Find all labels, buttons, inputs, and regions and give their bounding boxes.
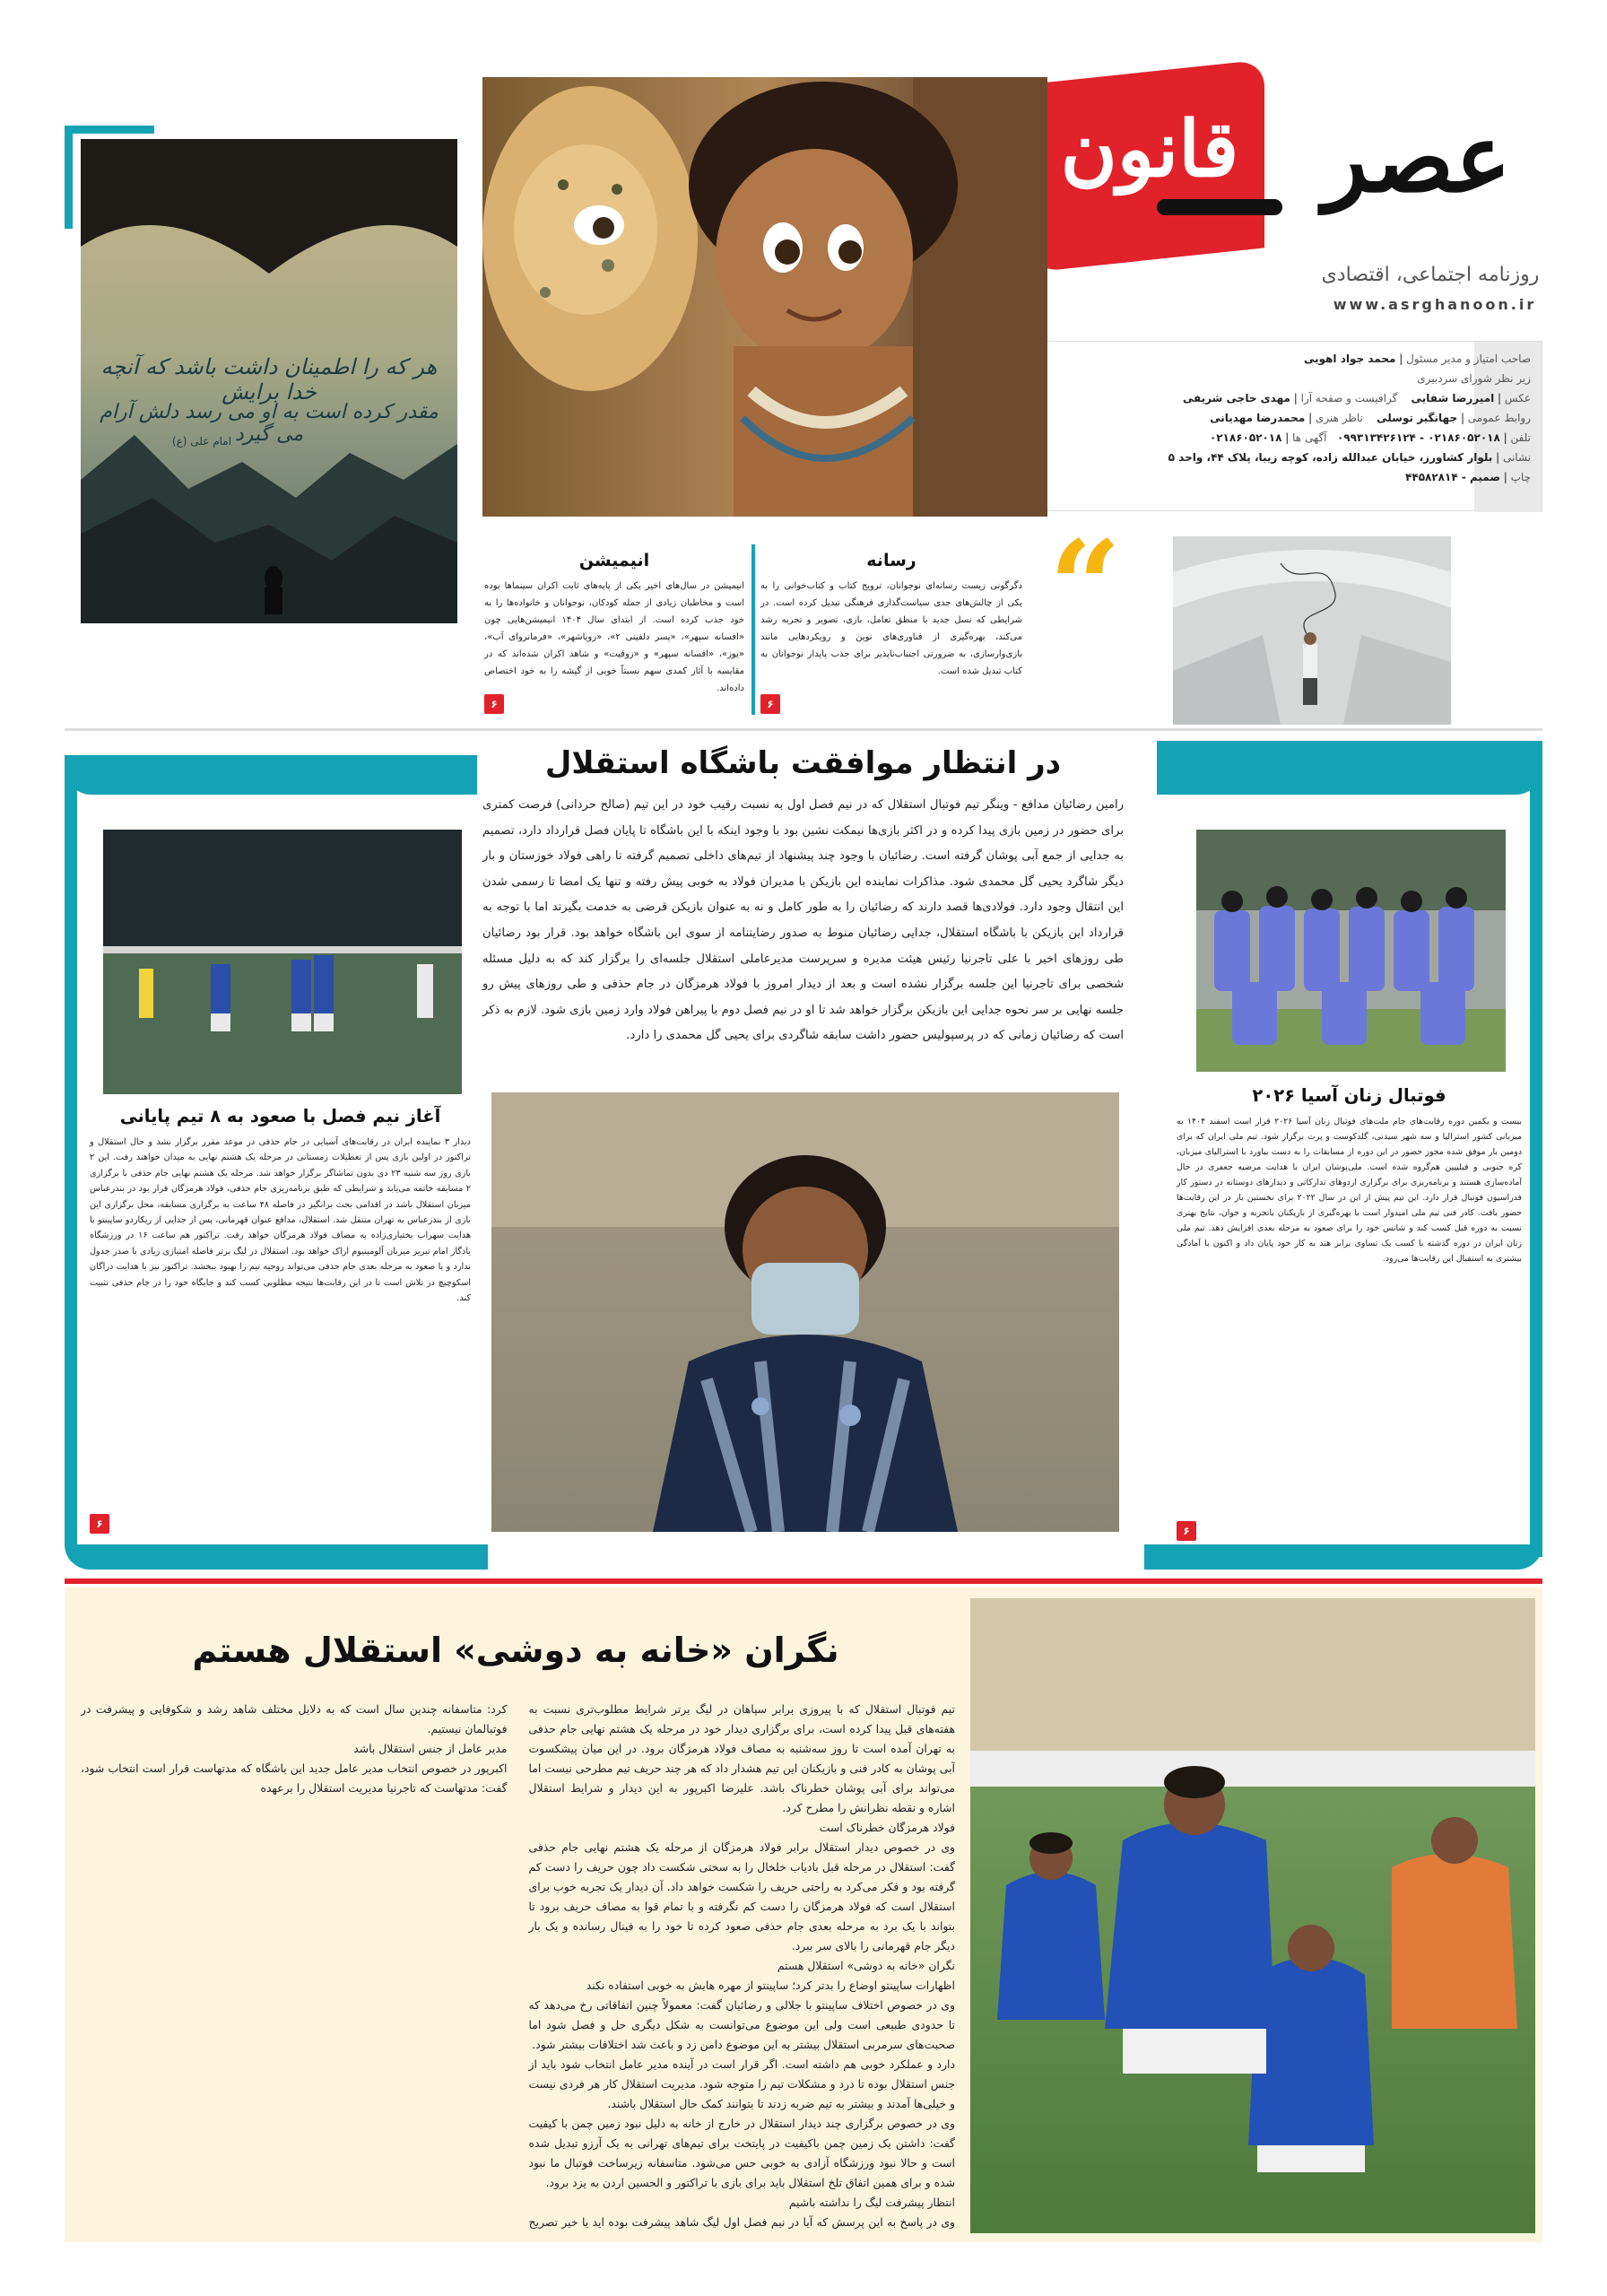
right-frame-side — [1530, 741, 1542, 1557]
teaser-title[interactable]: رسانه — [866, 551, 916, 570]
quote-icon: “ — [1048, 514, 1122, 661]
main-story-body: رامین رضائیان مدافع - وینگر تیم فوتبال استقلال که در نیم فصل اول به نسبت رقیب خود در این تیم (صالح حردانی) فرصت کمتری برای حضور در زمین بازی پیدا کرده و در اکثر بازی‌ها نیمکت نشین بود با وجود اینکه با این باشگاه تا پایان فصل قرارداد دارد، تصمیم به جدایی از جمع آبی پوشان گرفته است. رضائیان با وجود چند پیشنهاد از تیم‌های داخلی تصمیم گرفته تا راهی فولاد خوزستان و بار دیگر شاگرد یحیی گل محمدی شود. مذاکرات نماینده این بازیکن با مدیران فولاد به خوبی پیش رفته و تنها یک امضا تا رسمی شدن این انتقال وجود دارد. فولادی‌ها قصد دارند که رضائیان را به طور کامل و نه به عنوان بازیکن قرضی به خدمت بگیرند اما با توجه به قرارداد این بازیکن با باشگاه استقلال، جدایی رضائیان منوط به صدور رضایتنامه از سوی این باشگاه خواهد بود. قرار بود رضائیان طی روزهای اخیر با علی تاجرنیا رئیس هیئت مدیره و سرپرست مدیرعاملی استقلال جلسه‌ای را برگزار کند که به دلیل مسئله شخصی برای تاجرنیا این جلسه برگزار نشده است و بعد از دیدار امروز با فولاد هرمزگان در جام حذفی و طی روزهای پیش رو جلسه نهایی بر سر نحوه جدایی این بازیکن برگزار خواهد شد تا او در نیم فصل دوم با پیراهن فولاد وارد زمین بازی شود. لازم به ذکر است که رضائیان زمانی که در پرسپولیس حضور داشت سابقه شاگردی برای یحیی گل محمدی را دارد. — [482, 798, 1124, 1043]
main-story-title[interactable]: در انتظار موافقت باشگاه استقلال — [544, 745, 1062, 781]
women-team-photo — [1196, 830, 1506, 1072]
credit-row-7: چاپ | صمیم - ۴۴۵۸۲۸۱۴ — [1405, 471, 1531, 483]
poem-line-1: هر که را اطمینان داشت باشد که آنچه خدا برایش — [100, 354, 438, 404]
right-frame-top — [1157, 741, 1542, 795]
tagline: روزنامه اجتماعی، اقتصادی — [1321, 264, 1540, 286]
poem-frame-bar — [65, 126, 154, 134]
left-story-page-number[interactable]: ۶ — [90, 1514, 109, 1534]
left-frame-bottom — [65, 1544, 488, 1570]
teaser-page-number[interactable]: ۶ — [484, 694, 504, 714]
left-story-title[interactable]: آغاز نیم فصل با صعود به ۸ تیم پایانی — [119, 1106, 441, 1126]
teaser-text: انیمیشن در سال‌های اخیر یکی از پایه‌های ثابت اکران سینماها بوده است و مخاطبان زیادی از جمله کودکان، نوجوانان و خانواده‌ها را به خود جذب کرده است. از ابتدای سال ۱۴۰۴ انیمیشن‌هایی چون «افسانه سپهر»، «پسر دلفینی ۲»، «رویاشهر»، «فرمانروای آب»، «یوز»، «افسانه سپهر» و «زوفیت» و شاهد اکران شده‌اند که در مقایسه با آثار کمدی سهم نسبتاً خوبی از گیشه را به خود اختصاص داده‌اند. — [484, 581, 744, 693]
credit-row-5: تلفن | ۰۲۱۸۶۰۵۲۰۱۸ - ۰۹۹۳۱۳۴۲۶۱۲۴ آگهی ها | ۰۲۱۸۶۰۵۲۰۱۸ — [1209, 431, 1531, 444]
masthead — [1031, 65, 1568, 325]
main-top-rule — [65, 728, 1542, 731]
poem-line-2: مقدر کرده است به او می رسد دلش آرام می گیرد — [100, 401, 439, 446]
right-story-page-number[interactable]: ۶ — [1177, 1521, 1196, 1541]
animation-photo — [482, 77, 1047, 517]
teaser-title[interactable]: انیمیشن — [578, 551, 650, 570]
credit-row-6: نشانی | بلوار کشاورز، خیابان عبدالله زاده، کوچه زیبا، پلاک ۴۴، واحد ۵ — [1168, 451, 1531, 464]
poem-frame-top — [65, 126, 73, 229]
main-story — [482, 737, 1124, 1049]
bottom-story-body: تیم فوتبال استقلال که با پیروزی برابر سپاهان در لیگ برتر شرایط مطلوب‌تری نسبت به هفته‌های قبل پیدا کرده است، برای برگزاری دیدار خود در مرحله یک هشتم نهایی جام حذفی به تهران آمده است تا روز سه‌شنبه به مصاف فولاد هرمزگان برود. در این میان پیشکسوت آبی پوشان به کادر فنی و بازیکنان این تیم هشدار داد که هر چند حریف تیم مطرحی نیست اما می‌تواند برای آبی پوشان خطرناک باشد. علیرضا اکبرپور به این دیدار و شرایط استقلال اشاره و نقطه نظرانش را مطرح کرد. فولاد هرمزگان خطرناک است وی در خصوص دیدار استقلال برابر فولاد هرمزگان از مرحله یک هشتم نهایی جام حذفی گفت: استقلال در مرحله قبل بادیاب خلخال را به سختی شکست داد چون حریف را دست کم گرفته بود و فکر می‌کرد به راحتی حریف را شکست خواهد داد. آن دیدار یک تجربه خوب برای استقلال است که فولاد هرمزگان را دست کم نگرفته و با تمام قوا به مصاف حریف برود تا بتواند با یک برد به مرحله بعدی جام حذفی صعود کرده تا خود را به فینال رسانده و یک بار دیگر جام قهرمانی را بالای سر ببرد. نگران «خانه به دوشی» استقلال هستم اظهارات ساپینتو اوضاع را بدتر کرد؛ ساپینتو از مهره هایش به خوبی استفاده نکند وی در خصوص اختلاف ساپینتو با جلالی و رضائیان گفت: معمولاً چنین اتفاقاتی رخ می‌دهد که تا حدودی طبیعی است ولی این موضوع می‌توانست به شکل دیگری حل و فصل شود اما صحبت‌های سرمربی استقلال بیشتر به این موضوع دامن زد و باعث شد اختلافات بیشتر شود. دارد و عملکرد خوبی هم داشته است. اگر قرار است در آینده مدیر عامل انتخاب شود باید از جنس استقلال بوده تا درد و مشکلات تیم را متوجه شود. مدیریت استقلال کار هر فردی نیست و خیلی‌ها آمدند و بیشتر به تیم ضربه زدند تا بتوانند کمک حال استقلال باشند. وی در خصوص برگزاری چند دیدار استقلال در خارج از خانه به دلیل نبود زمین چمن با کیفیت گفت: داشتن یک زمین چمن باکیفیت در پایتخت برای تیم‌های تهرانی به یک آرزو تبدیل شده است و حالا نبود ورزشگاه آزادی به خوبی حس می‌شود. متاسفانه زیرساخت فوتبال ما نبود شده و برای همین اتفاق تلخ استقلال باید برای بازی با تراکتور و الحسین اردن به یزد برود. انتظار پیشرفت لیگ را نداشته باشیم وی در پاسخ به این پرسش که آیا در نیم فصل اول لیگ شاهد پیشرفت بوده اید یا خیر تصریح کرد: متاسفانه چندین سال است که به دلایل مختلف شاهد رشد و شکوفایی و پیشرفت در فوتبالمان نیستیم. مدیر عامل از جنس استقلال باشد اکبرپور در خصوص انتخاب مدیر عامل جدید این باشگاه که مدتهاست قرار است انتخاب شود، گفت: مدتهاست که تاجرنیا مدیریت استقلال را برعهده — [81, 1702, 955, 2229]
teaser-text: دگرگونی زیست رسانه‌ای نوجوانان، ترویج کتاب و کتاب‌خوانی را به یکی از چالش‌های جدی سیاست‌گذاری فرهنگی تبدیل کرده است. در شرایطی که نسل جدید با منطق تعامل، بازی، تصویر و تجربه رشد می‌کند، بهره‌گیری از فناوری‌های نوین و رویکردهایی مانند بازی‌وارسازی، به ضرورتی اجتناب‌ناپذیر برای جذب پایدار نوجوانان به کتاب تبدیل شده است. — [760, 581, 1022, 676]
stairs-photo — [1173, 536, 1451, 725]
credit-row-3: عکس | امیررضا شفایی گرافیست و صفحه آرا | مهدی حاجی شریفی — [1182, 392, 1531, 404]
credit-row-4: روابط عمومی | جهانگیر توسلی ناظر هنری | محمدرضا مهدیانی — [1210, 412, 1531, 424]
credit-row-1: صاحب امتیاز و مدیر مسئول | محمد جواد اهویی — [1303, 352, 1531, 365]
right-story — [1177, 1078, 1522, 1266]
poem-attribution: امام علی (ع) — [171, 435, 232, 448]
website[interactable]: www.asrghanoon.ir — [1333, 296, 1537, 313]
teaser-animation — [484, 547, 744, 718]
teaser-resaneh — [760, 547, 1022, 718]
left-frame-side — [65, 755, 77, 1544]
right-story-title[interactable]: فوتبال زنان آسیا ۲۰۲۶ — [1252, 1085, 1446, 1106]
credit-row-2: زیر نظر شورای سردبیری — [1417, 372, 1531, 385]
logo-word-ghanoon: قانون — [1060, 104, 1239, 195]
right-frame-bottom — [1144, 1544, 1542, 1570]
right-story-body: بیست و یکمین دوره رقابت‌های جام ملت‌های فوتبال زنان آسیا ۲۰۲۶ قرار است اسفند ۱۴۰۴ به میزبانی کشور استرالیا و سه شهر سیدنی، گلدکوست و پرت برگزار شود. تیم ملی ایران که برای دومین بار موفق شده مجوز حضور در این دوره از مسابقات را به دست بیاورد با استرالیای میزبان، کره جنوبی و فیلیپین هم‌گروه شده است. ملی‌پوشان ایران با هدایت مرضیه جعفری در حال آماده‌سازی هستند و برنامه‌ریزی برای برگزاری اردوهای تدارکاتی و دیدارهای دوستانه در دستور کار فدراسیون فوتبال قرار دارد. این تیم پیش از این در سال ۲۰۲۲ برای نخستین بار در این رقابت‌ها حضور یافت. کادر فنی تیم ملی امیدوار است با بهره‌گیری از بازیکنان باتجربه و جوان، نتایج بهتری نسبت به دوره قبل کسب کند و شانس خود را برای صعود به مرحله بعدی افزایش دهد. تیم ملی زنان ایران در دوره گذشته با کسب یک تساوی برابر هند به کار خود پایان داد و اکنون با آمادگی بیشتری به استقبال این رقابت‌ها می‌رود. — [1177, 1117, 1522, 1264]
player-photo — [491, 1092, 1119, 1532]
match-photo — [970, 1598, 1535, 2233]
bottom-story-title[interactable]: نگران «خانه به دوشی» استقلال هستم — [192, 1631, 839, 1670]
logo-word-asr: عصر — [1323, 103, 1511, 213]
credits-box — [1031, 341, 1542, 511]
teaser-page-number[interactable]: ۶ — [760, 694, 780, 714]
teaser-divider — [751, 544, 755, 715]
left-story — [90, 1099, 471, 1306]
poem-image — [81, 139, 457, 623]
bottom-red-rule — [65, 1578, 1542, 1584]
left-story-body: دیدار ۳ نماینده ایران در رقابت‌های آسیایی در جام حذفی در موعد مقرر برگزار نشد و حال استقلال و تراکتور در اولین بازی پس از تعطیلات زمستانی در مرحله یک هشتم نهایی به میدان خواهند رفت. این ۲ بازی روز سه شنبه ۲۳ دی بدون تماشاگر برگزار خواهد شد. مرحله یک هشتم نهایی جام حذفی با برگزاری ۲ مسابقه خاتمه می‌یابد و شرایطی که طبق برنامه‌ریزی جام حذفی، فولاد هرمزگان قرار بود در بندرعباس میزبان استقلال باشد در اقدامی بحث برانگیز در فاصله ۴۸ ساعت به برگزاری مسابقه، محل برگزاری این بازی از بندرعباس به تهران منتقل شد. استقلال، مدافع عنوان قهرمانی، پس از جدایی از ریکاردو ساپینتو با هدایت سهراب بختیاری‌زاده به مصاف فولاد هرمزگان خواهد رفت. تراکتور هم ساعت ۱۶ در ورزشگاه یادگار امام تبریز میزبان آلومینیوم اراک خواهد بود. استقلال در لیگ برتر فاصله امتیازی زیادی با صدر جدول ندارد و با صعود به مرحله بعدی جام حذفی می‌تواند روحیه تیم را بهبود ببخشد. تراکتور نیز با هدایت دراگان اسکوچیچ در تلاش است تا در این رقابت‌ها نتیجه مطلوبی کسب کند و جایگاه خود را در جام حذفی تثبیت کند. — [90, 1137, 472, 1304]
esteghlal-players-photo — [103, 830, 462, 1094]
left-frame-top — [65, 755, 477, 795]
